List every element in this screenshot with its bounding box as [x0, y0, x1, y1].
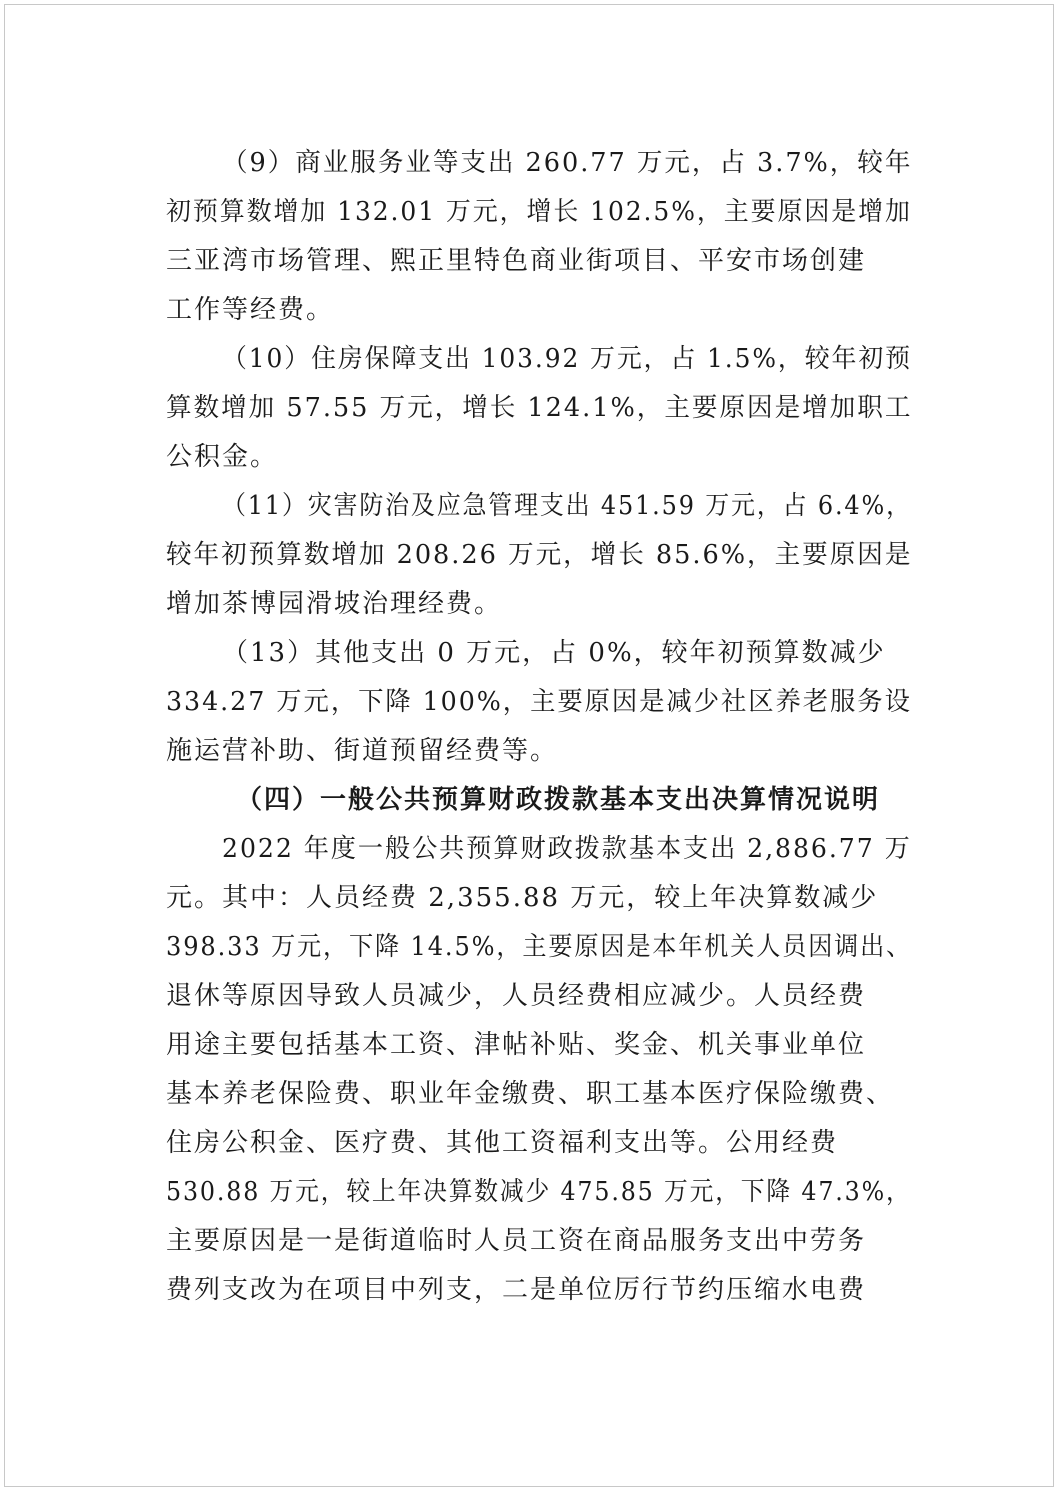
text-line: 三亚湾市场管理、熙正里特色商业街项目、平安市场创建	[166, 246, 867, 276]
text-line: （13）其他支出 0 万元，占 0%，较年初预算数减少	[222, 638, 886, 668]
text-line: 增加茶博园滑坡治理经费。	[166, 589, 503, 619]
text-line: 费列支改为在项目中列支，二是单位厉行节约压缩水电费	[166, 1275, 867, 1305]
section-heading: （四）一般公共预算财政拨款基本支出决算情况说明	[236, 785, 881, 815]
text-line: （9）商业服务业等支出 260.77 万元，占 3.7%，较年	[222, 148, 913, 178]
text-line: （11）灾害防治及应急管理支出 451.59 万元，占 6.4%，	[222, 491, 912, 521]
text-line: 530.88 万元，较上年决算数减少 475.85 万元，下降 47.3%，	[166, 1177, 912, 1207]
text-line: 算数增加 57.55 万元，增长 124.1%，主要原因是增加职工	[166, 393, 913, 423]
text-line: 工作等经费。	[166, 295, 335, 325]
text-line: 334.27 万元，下降 100%，主要原因是减少社区养老服务设	[166, 687, 912, 717]
text-line: 398.33 万元，下降 14.5%，主要原因是本年机关人员因调出、	[166, 932, 913, 962]
text-line: 主要原因是一是街道临时人员工资在商品服务支出中劳务	[166, 1226, 867, 1256]
text-line: 基本养老保险费、职业年金缴费、职工基本医疗保险缴费、	[166, 1079, 895, 1109]
text-line: 较年初预算数增加 208.26 万元，增长 85.6%，主要原因是	[166, 540, 913, 570]
text-line: 施运营补助、街道预留经费等。	[166, 736, 559, 766]
text-line: 2022 年度一般公共预算财政拨款基本支出 2,886.77 万	[222, 834, 912, 864]
text-line: 元。其中：人员经费 2,355.88 万元，较上年决算数减少	[166, 883, 879, 913]
text-line: 初预算数增加 132.01 万元，增长 102.5%，主要原因是增加	[166, 197, 912, 227]
text-line: 退休等原因导致人员减少，人员经费相应减少。人员经费	[166, 981, 867, 1011]
text-line: 用途主要包括基本工资、津帖补贴、奖金、机关事业单位	[166, 1030, 867, 1060]
text-line: 住房公积金、医疗费、其他工资福利支出等。公用经费	[166, 1128, 839, 1158]
text-line: 公积金。	[166, 442, 279, 472]
text-line: （10）住房保障支出 103.92 万元，占 1.5%，较年初预	[222, 344, 912, 374]
